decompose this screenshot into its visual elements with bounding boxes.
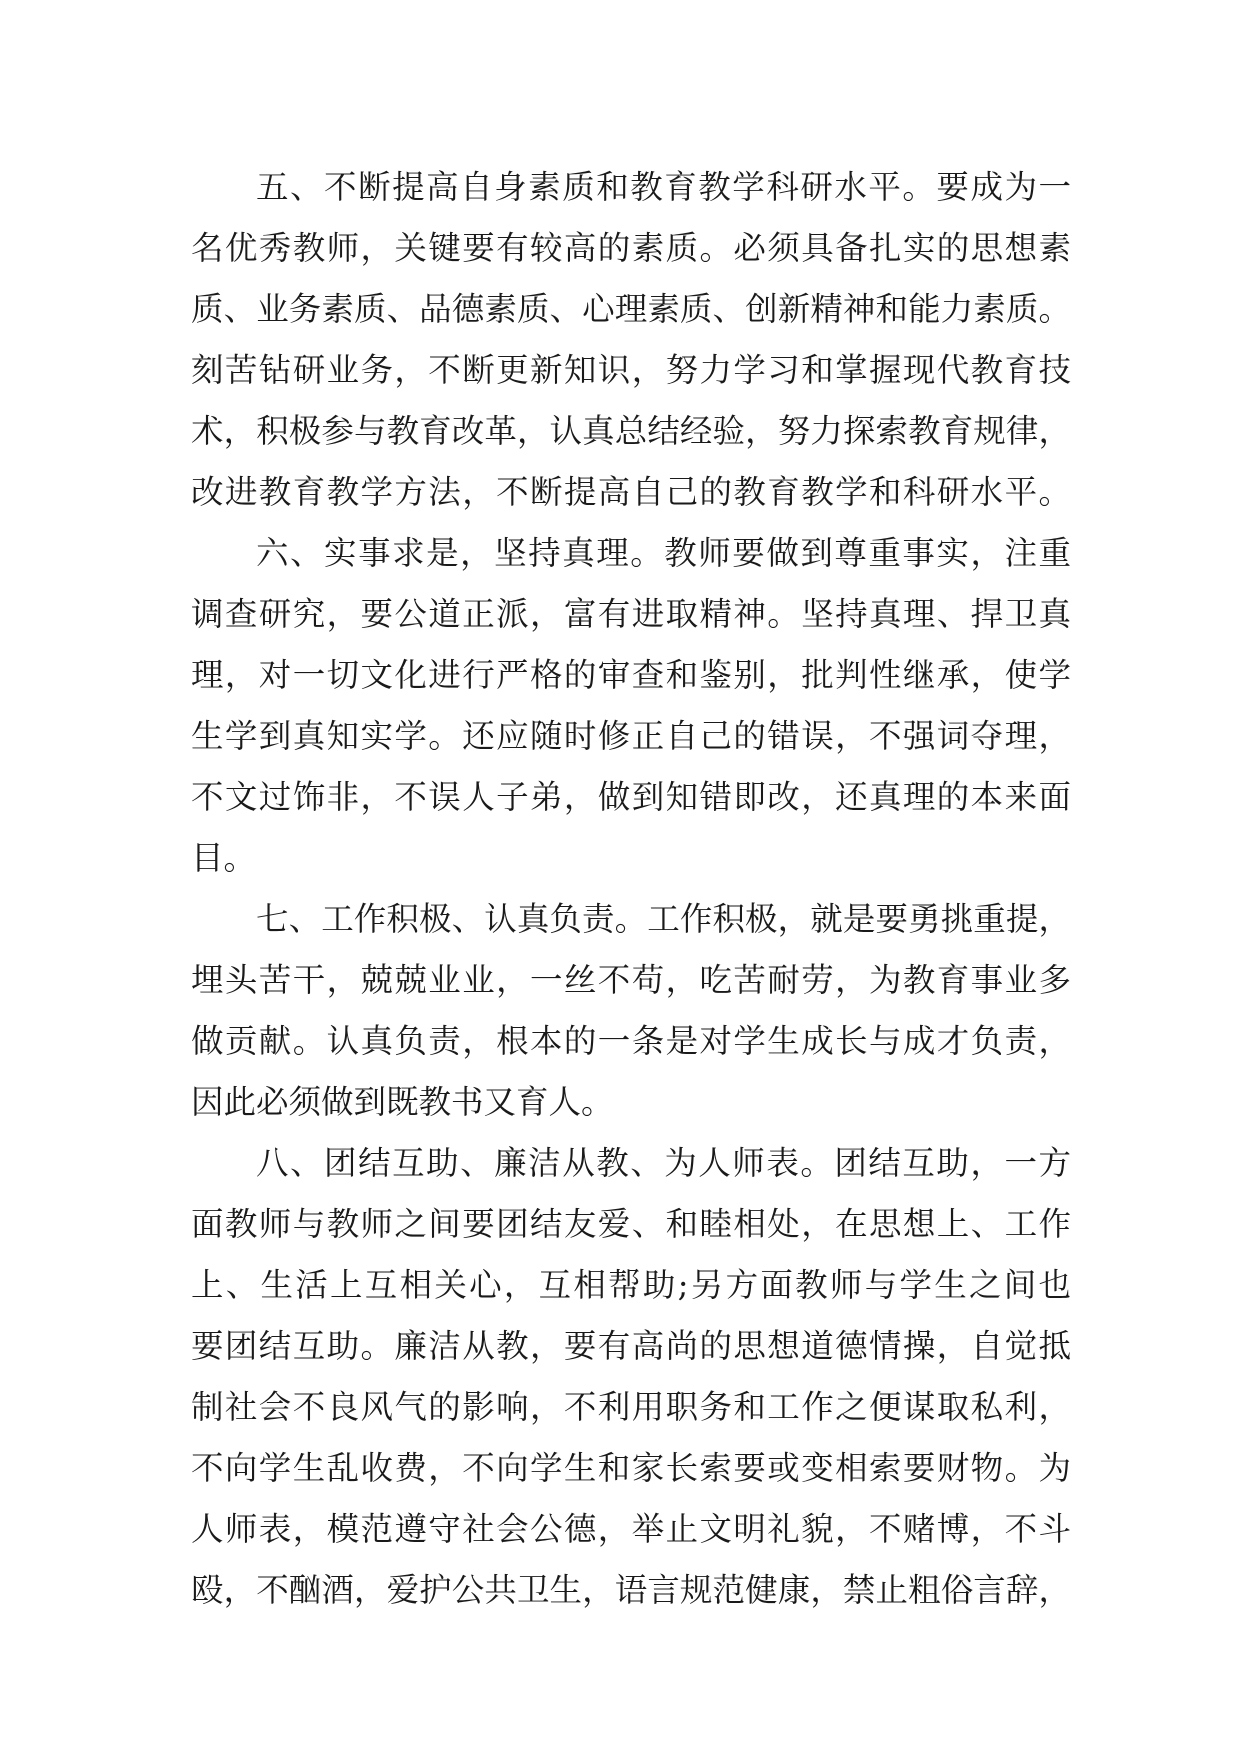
text-line: 刻苦钻研业务，不断更新知识，努力学习和掌握现代教育技 xyxy=(191,351,1071,389)
text-line: 因此必须做到既教书又育人。 xyxy=(191,1083,614,1121)
text-line: 不向学生乱收费，不向学生和家长索要或变相索要财物。为 xyxy=(191,1449,1071,1487)
text-line: 面教师与教师之间要团结友爱、和睦相处，在思想上、工作 xyxy=(191,1205,1071,1243)
paragraph-8 xyxy=(191,1133,1071,1621)
text-line: 生学到真知实学。还应随时修正自己的错误，不强词夺理， xyxy=(191,717,1071,755)
text-line: 上、生活上互相关心，互相帮助;另方面教师与学生之间也 xyxy=(191,1266,1071,1304)
document-body xyxy=(191,157,1071,1621)
text-line: 人师表，模范遵守社会公德，举止文明礼貌，不赌博，不斗 xyxy=(191,1510,1071,1548)
text-line: 质、业务素质、品德素质、心理素质、创新精神和能力素质。 xyxy=(191,290,1071,328)
text-line: 理，对一切文化进行严格的审查和鉴别，批判性继承，使学 xyxy=(191,656,1071,694)
text-line: 做贡献。认真负责，根本的一条是对学生成长与成才负责， xyxy=(191,1022,1071,1060)
text-line: 八、团结互助、廉洁从教、为人师表。团结互助，一方 xyxy=(256,1144,1071,1182)
text-line: 七、工作积极、认真负责。工作积极，就是要勇挑重提， xyxy=(256,900,1071,938)
paragraph-7 xyxy=(191,889,1071,1133)
text-line: 调查研究，要公道正派，富有进取精神。坚持真理、捍卫真 xyxy=(191,595,1071,633)
text-line: 不文过饰非，不误人子弟，做到知错即改，还真理的本来面 xyxy=(191,778,1071,816)
text-line: 殴，不酗酒，爱护公共卫生，语言规范健康，禁止粗俗言辞， xyxy=(191,1571,1071,1609)
text-line: 六、实事求是，坚持真理。教师要做到尊重事实，注重 xyxy=(256,534,1071,572)
text-line: 术，积极参与教育改革，认真总结经验，努力探索教育规律， xyxy=(191,412,1071,450)
text-line: 埋头苦干，兢兢业业，一丝不苟，吃苦耐劳，为教育事业多 xyxy=(191,961,1071,999)
text-line: 名优秀教师，关键要有较高的素质。必须具备扎实的思想素 xyxy=(191,229,1071,267)
paragraph-6 xyxy=(191,523,1071,889)
text-line: 要团结互助。廉洁从教，要有高尚的思想道德情操，自觉抵 xyxy=(191,1327,1071,1365)
text-line: 五、不断提高自身素质和教育教学科研水平。要成为一 xyxy=(256,168,1071,206)
text-line: 目。 xyxy=(191,839,257,877)
text-line: 制社会不良风气的影响，不利用职务和工作之便谋取私利， xyxy=(191,1388,1071,1426)
paragraph-5 xyxy=(191,157,1071,523)
text-line: 改进教育教学方法，不断提高自己的教育教学和科研水平。 xyxy=(191,473,1071,511)
